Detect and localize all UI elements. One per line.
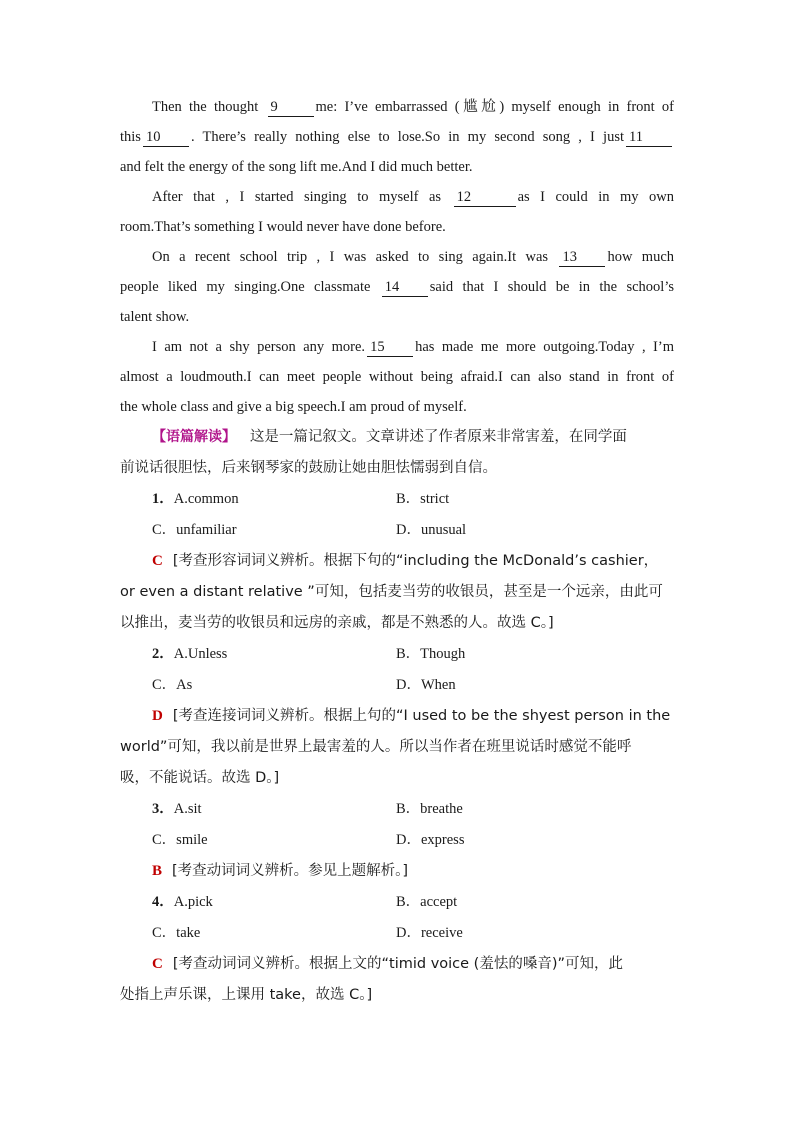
- explanation-line: [120, 546, 674, 577]
- passage-line: [120, 182, 674, 212]
- answer-letter: C: [152, 553, 163, 569]
- passage-text: said that I should be in the school’s: [429, 279, 674, 295]
- question-2-options-cd: [120, 670, 674, 701]
- option-c: C．As: [152, 677, 193, 693]
- document-page: [120, 92, 674, 1011]
- passage-text: After that , I started singing to myself as: [152, 189, 442, 205]
- passage-line: almost a loudmouth.I can meet people without being afraid.I can also stand in front of: [120, 369, 674, 385]
- question-4-options-ab: [120, 887, 674, 918]
- answer-letter: B: [152, 863, 163, 879]
- answer-letter: D: [152, 708, 163, 724]
- passage-line: talent show.: [120, 309, 190, 325]
- explanation-text: [考查动词词义辨析。根据上文的“timid voice (羞怯的嗓音)”可知，此: [172, 956, 624, 972]
- explanation-line: world”可知，我以前是世界上最害羞的人。所以当作者在班里说话时感觉不能呼: [120, 739, 632, 755]
- question-2-options-ab: [120, 639, 674, 670]
- passage-text: people liked my singing.One classmate: [120, 279, 371, 295]
- option-c: C．take: [152, 925, 201, 941]
- passage-text: Then the thought: [152, 99, 259, 115]
- passage-text: I am not a shy person any more.: [152, 339, 366, 355]
- passage-text: . There’s really nothing else to lose.So in my second song , I just: [190, 129, 624, 145]
- analysis-line: [120, 422, 674, 453]
- blank-13: 13: [559, 248, 605, 267]
- answer-letter: C: [152, 956, 163, 972]
- passage-line: [120, 272, 674, 302]
- blank-15: 15: [367, 338, 413, 357]
- passage-line: [120, 332, 674, 362]
- passage-text: this: [120, 129, 141, 145]
- option-b: B．breathe: [396, 801, 463, 817]
- question-number: 1．: [152, 491, 174, 507]
- question-4-options-cd: [120, 918, 674, 949]
- option-c: C．smile: [152, 832, 208, 848]
- option-a: A.common: [173, 491, 239, 507]
- analysis-text: 这是一篇记叙文。文章讲述了作者原来非常害羞，在同学面: [249, 429, 627, 445]
- question-3-options-cd: [120, 825, 674, 856]
- option-a: A.pick: [173, 894, 213, 910]
- blank-9: 9: [268, 98, 314, 117]
- passage-line: and felt the energy of the song lift me.And I did much better.: [120, 159, 473, 175]
- passage-text: On a recent school trip , I was asked to sing again.It was: [152, 249, 549, 265]
- blank-14: 14: [382, 278, 428, 297]
- passage-text: how much: [607, 249, 675, 265]
- option-c: C．unfamiliar: [152, 522, 237, 538]
- analysis-line: 前说话很胆怯，后来钢琴家的鼓励让她由胆怯懦弱到自信。: [120, 460, 497, 476]
- explanation-line: [120, 949, 674, 980]
- blank-11: 11: [626, 128, 672, 147]
- passage-line: room.That’s something I would never have done before.: [120, 219, 446, 235]
- explanation-line: [120, 856, 674, 887]
- question-number: 3．: [152, 801, 174, 817]
- option-a: A.Unless: [173, 646, 228, 662]
- question-number: 4．: [152, 894, 174, 910]
- passage-line: [120, 122, 674, 152]
- question-1-options-ab: [120, 484, 674, 515]
- explanation-line: 以推出，麦当劳的收银员和远房的亲戚，都是不熟悉的人。故选 C。]: [120, 615, 554, 631]
- passage-line: [120, 242, 674, 272]
- option-b: B．Though: [396, 646, 466, 662]
- passage-text: as I could in my own: [517, 189, 675, 205]
- question-1-options-cd: [120, 515, 674, 546]
- explanation-text: [考查连接词词义辨析。根据上句的“I used to be the shyest person in the: [172, 708, 671, 724]
- explanation-line: 处指上声乐课，上课用 take，故选 C。]: [120, 987, 373, 1003]
- question-3-options-ab: [120, 794, 674, 825]
- passage-text: has made me more outgoing.Today , I’m: [415, 339, 674, 355]
- option-d: D．unusual: [396, 522, 467, 538]
- analysis-tag: 【语篇解读】: [152, 429, 236, 445]
- passage-line: the whole class and give a big speech.I am proud of myself.: [120, 399, 467, 415]
- option-b: B．accept: [396, 894, 458, 910]
- explanation-line: [120, 701, 674, 732]
- option-b: B．strict: [396, 491, 450, 507]
- explanation-text: [考查形容词词义辨析。根据下句的“including the McDonald’s cashier，: [172, 553, 659, 569]
- blank-12: 12: [454, 188, 516, 207]
- option-a: A.sit: [173, 801, 202, 817]
- passage-text: me: I’ve embarrassed (尴尬) myself enough in front of: [315, 99, 674, 115]
- option-d: D．receive: [396, 925, 463, 941]
- passage-line: [120, 92, 674, 122]
- question-number: 2．: [152, 646, 174, 662]
- blank-10: 10: [143, 128, 189, 147]
- explanation-text: [考查动词词义辨析。参见上题解析。]: [172, 863, 409, 879]
- explanation-line: or even a distant relative ”可知，包括麦当劳的收银员，甚至是一个远亲，由此可: [120, 584, 663, 600]
- option-d: D．When: [396, 677, 456, 693]
- option-d: D．express: [396, 832, 465, 848]
- explanation-line: 吸，不能说话。故选 D。]: [120, 770, 280, 786]
